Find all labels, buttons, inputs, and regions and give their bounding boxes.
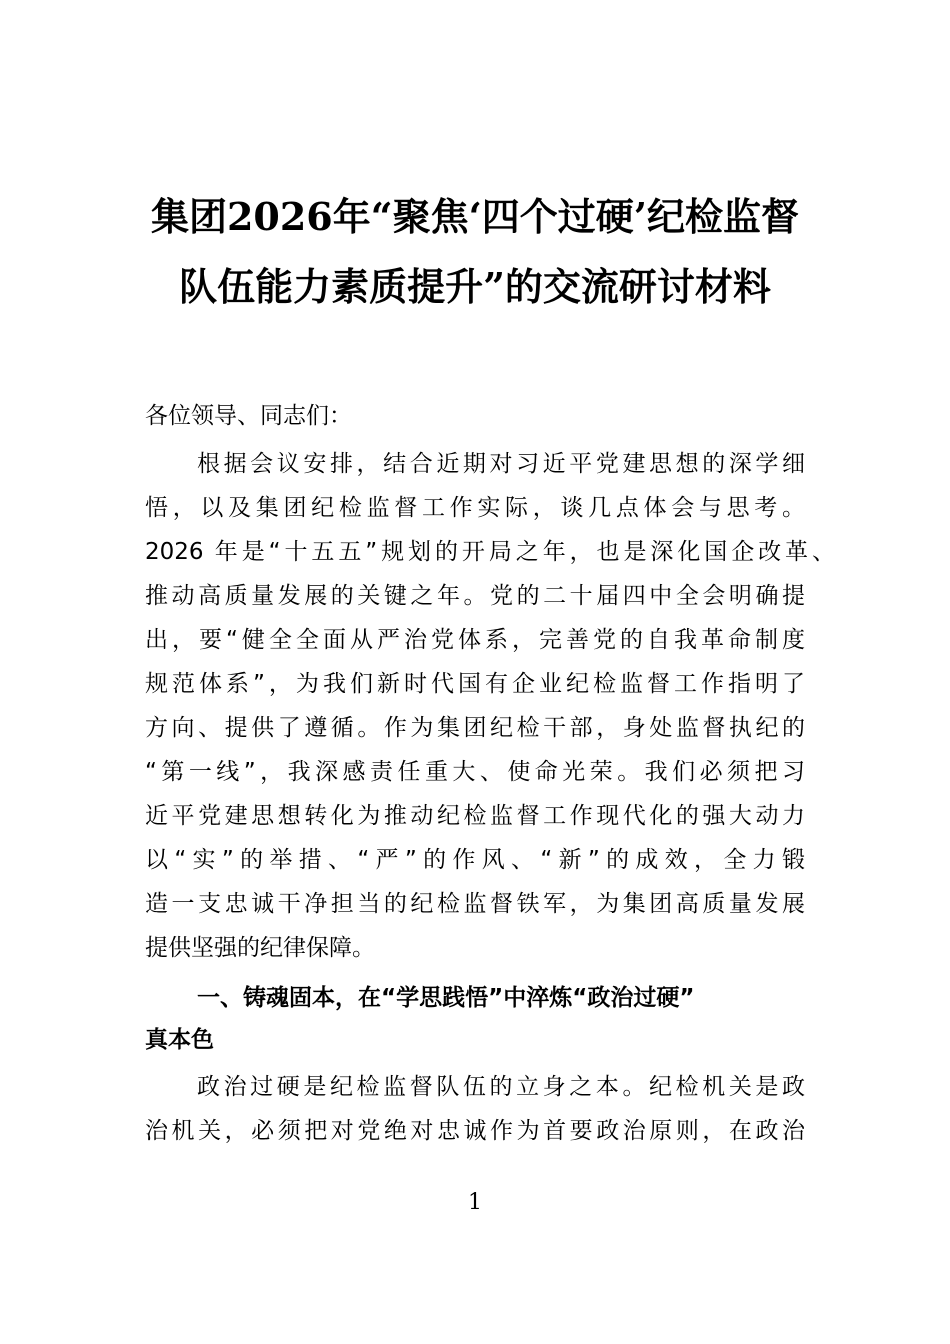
- paragraph-1-line: 根据会议安排，结合近期对习近平党建思想的深学细: [197, 451, 805, 477]
- paragraph-2-line: 治机关，必须把对党绝对忠诚作为首要政治原则，在政治: [145, 1118, 805, 1144]
- document-title-line-1: 集团2026年“聚焦‘四个过硬’纪检监督: [150, 194, 800, 239]
- section-heading-1-line-2: 真本色: [145, 1027, 214, 1053]
- paragraph-1-line: 2026 年是“十五五”规划的开局之年，也是深化国企改革、: [145, 539, 835, 565]
- paragraph-1-line: 规范体系”，为我们新时代国有企业纪检监督工作指明了: [145, 671, 805, 697]
- page-number: 1: [468, 1190, 482, 1215]
- document-title-line-2: 队伍能力素质提升”的交流研讨材料: [179, 264, 771, 309]
- paragraph-2-line: 政治过硬是纪检监督队伍的立身之本。纪检机关是政: [197, 1074, 805, 1100]
- paragraph-1-line: 造一支忠诚干净担当的纪检监督铁军，为集团高质量发展: [145, 891, 805, 917]
- section-heading-1-line-1: 一、铸魂固本，在“学思践悟”中淬炼“政治过硬”: [197, 985, 695, 1011]
- paragraph-1-line: 出，要“健全全面从严治党体系，完善党的自我革命制度: [145, 627, 805, 653]
- paragraph-1-line: 悟，以及集团纪检监督工作实际，谈几点体会与思考。: [145, 495, 805, 521]
- paragraph-1-line: 以“实”的举措、“严”的作风、“新”的成效，全力锻: [145, 847, 805, 873]
- paragraph-1-line: 推动高质量发展的关键之年。党的二十届四中全会明确提: [145, 583, 805, 609]
- salutation: 各位领导、同志们：: [145, 403, 352, 429]
- paragraph-1-line: 提供坚强的纪律保障。: [145, 935, 375, 961]
- paragraph-1-line: 方向、提供了遵循。作为集团纪检干部，身处监督执纪的: [145, 715, 805, 741]
- paragraph-1-line: “第一线”，我深感责任重大、使命光荣。我们必须把习: [145, 759, 805, 785]
- paragraph-1-line: 近平党建思想转化为推动纪检监督工作现代化的强大动力: [145, 803, 805, 829]
